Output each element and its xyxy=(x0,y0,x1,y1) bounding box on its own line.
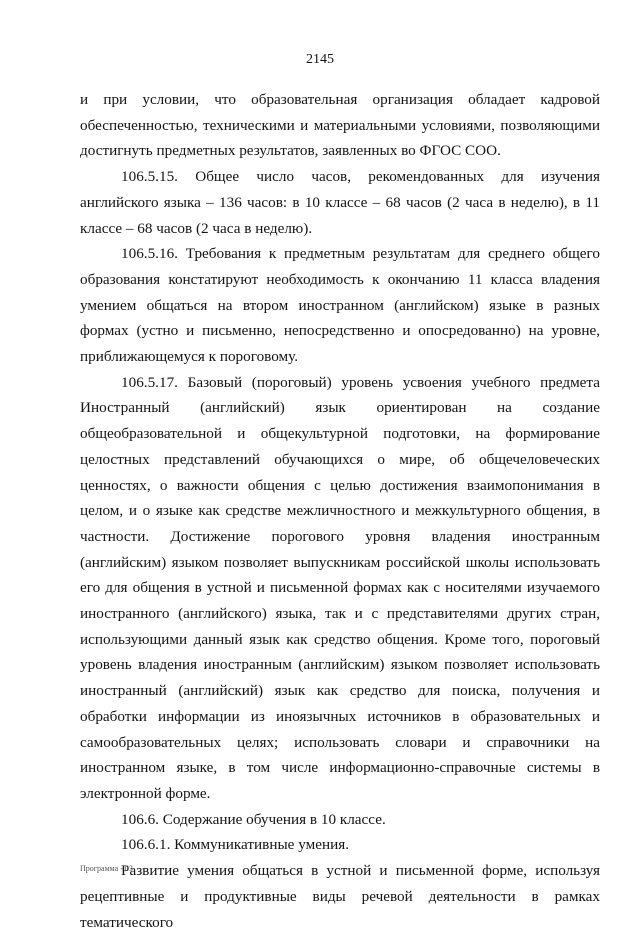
paragraph-106-6-1: 106.6.1. Коммуникативные умения. xyxy=(121,836,349,854)
paragraph-continuation: и при условии, что образовательная организация обладает кадровой обеспеченностью, техническими и материальными условиями, позволяющими достигнуть предметных результатов, заявленных во ФГОС СОО. xyxy=(80,91,600,160)
paragraph-106-5-17: 106.5.17. Базовый (пороговый) уровень усвоения учебного предмета Иностранный (английский) язык ориентирован на создание общеобразовательной и общекультурной подготовки, на формирование целостных представлений обучающихся о мире, об общечеловеческих ценностях, о важности общения с целью достижения взаимопонимания в целом, и о языке как средстве межличностного и межкультурного общения, в частности. Достижение порогового уровня владения иностранным (английским) языком позволяет выпускникам российской школы использовать его для общения в устной и письменной формах как с носителями изучаемого иностранного (английского) языка, так и с представителями других стран, использующими данный язык как средство общения. Кроме того, пороговый уровень владения иностранным (английским) языком позволяет использовать иностранный (английский) язык как средство для поиска, получения и обработки информации из иноязычных источников в образовательных и самообразовательных целях; использовать словари и справочники на иностранном языке, в том числе информационно-справочные системы в электронной форме. xyxy=(80,373,600,802)
paragraph-106-5-15: 106.5.15. Общее число часов, рекомендованных для изучения английского языка – 136 часов: в 10 классе – 68 часов (2 часа в неделю), в 11 классе – 68 часов (2 часа в неделю). xyxy=(80,168,600,237)
paragraph-106-6: 106.6. Содержание обучения в 10 классе. xyxy=(121,810,386,828)
paragraph-development: Развитие умения общаться в устной и письменной форме, используя рецептивные и продуктивные виды речевой деятельности в рамках тематического xyxy=(80,862,600,931)
document-body xyxy=(80,87,600,935)
page-number: 2145 xyxy=(306,52,334,67)
paragraph-106-5-16: 106.5.16. Требования к предметным результатам для среднего общего образования констатируют необходимость к окончанию 11 класса владения умением общаться на втором иностранном (английском) языке в разных формах (устно и письменно, непосредственно и опосредованно) на уровне, приближающемуся к пороговому. xyxy=(80,245,600,366)
page-footer: Программа - 03 xyxy=(80,864,133,873)
